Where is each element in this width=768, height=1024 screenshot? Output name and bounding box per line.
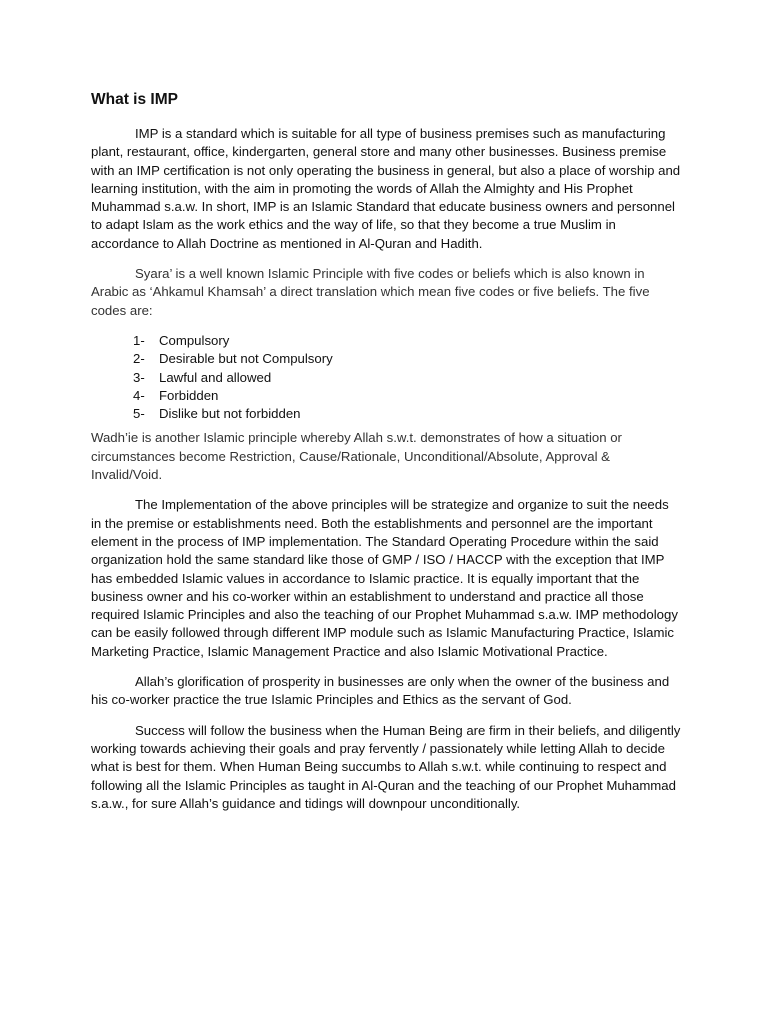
list-item-number: 1-: [133, 332, 145, 348]
list-item-number: 3-: [133, 369, 145, 385]
list-item-text: Forbidden: [159, 387, 219, 403]
five-codes-list: [91, 332, 681, 423]
list-item: [133, 350, 681, 368]
list-item-text: Lawful and allowed: [159, 369, 272, 385]
list-item-number: 5-: [133, 406, 145, 422]
list-item-text: Desirable but not Compulsory: [159, 351, 333, 367]
document-page: [91, 90, 681, 825]
paragraph-wadhie: Wadh’ie is another Islamic principle whereby Allah s.w.t. demonstrates of how a situation or circumstances become Restriction, Cause/Rationale, Unconditional/Absolute, Approval & Invalid/Void.: [91, 430, 622, 483]
list-item: [133, 332, 681, 350]
page-title: What is IMP: [91, 91, 178, 108]
paragraph-syara: Syara’ is a well known Islamic Principle with five codes or beliefs which is also known in Arabic as ‘Ahkamul Khamsah’ a direct translation which mean five codes or five beliefs. The five codes are:: [91, 266, 650, 318]
list-item: [133, 369, 681, 387]
list-item-number: 2-: [133, 351, 145, 367]
paragraph-glorification: Allah’s glorification of prosperity in businesses are only when the owner of the business and his co-worker practice the true Islamic Principles and Ethics as the servant of God.: [91, 674, 670, 708]
list-item-text: Dislike but not forbidden: [159, 406, 301, 422]
list-item: [133, 387, 681, 405]
paragraph-implementation: The Implementation of the above principles will be strategize and organize to suit the needs in the premise or establishments need. Both the establishments and personnel are the important element in the process of IMP implementation. The Standard Operating Procedure within the said organization hold the same standard like those of GMP / ISO / HACCP with the exception that IMP has embedded Islamic values in accordance to Islamic practice. It is equally important that the business owner and his co-worker within an establishment to understand and practice all those required Islamic Principles and also the teaching of our Prophet Muhammad s.a.w. IMP methodology can be easily followed through different IMP module such as Islamic Manufacturing Practice, Islamic Marketing Practice, Islamic Management Practice and also Islamic Motivational Practice.: [91, 497, 678, 659]
list-item-number: 4-: [133, 387, 145, 403]
paragraph-imp-definition: IMP is a standard which is suitable for all type of business premises such as manufacturing plant, restaurant, office, kindergarten, general store and many other businesses. Business premise with an IMP certification is not only operating the business in general, but also a place of worship and learning institution, with the aim in promoting the words of Allah the Almighty and His Prophet Muhammad s.a.w. In short, IMP is an Islamic Standard that educate business owners and personnel to adapt Islam as the work ethics and the way of life, so that they become a true Muslim in accordance to Allah Doctrine as mentioned in Al-Quran and Hadith.: [91, 126, 681, 251]
list-item-text: Compulsory: [159, 332, 230, 348]
paragraph-success: Success will follow the business when the Human Being are firm in their beliefs, and diligently working towards achieving their goals and pray fervently / passionately while letting Allah to decide what is best for them. When Human Being succumbs to Allah s.w.t. while continuing to respect and following all the Islamic Principles as taught in Al-Quran and the teaching of our Prophet Muhammad s.a.w., for sure Allah’s guidance and tidings will downpour unconditionally.: [91, 722, 681, 811]
list-item: [133, 405, 681, 423]
